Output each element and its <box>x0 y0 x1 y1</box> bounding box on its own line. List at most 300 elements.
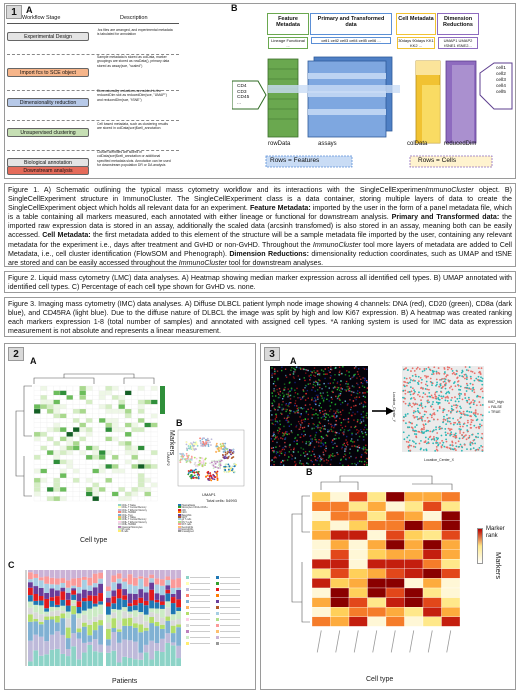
heatmap-cell <box>47 437 54 442</box>
imc-pixel <box>320 440 321 441</box>
rank-cell <box>423 502 442 512</box>
imc-pixel <box>295 403 296 404</box>
imc-pixel <box>340 391 341 392</box>
imc-pixel <box>317 384 318 385</box>
bar-segment <box>160 639 165 652</box>
heatmap-cell <box>106 418 113 423</box>
scatter-point <box>419 368 421 370</box>
bar-segment <box>117 579 122 584</box>
scatter-point <box>423 449 425 451</box>
scatter-point <box>473 425 475 427</box>
scatter-point <box>459 430 461 432</box>
heatmap-cell <box>80 487 87 492</box>
bar-segment <box>28 614 33 621</box>
scatter-point <box>427 376 429 378</box>
imc-pixel <box>334 386 335 387</box>
imc-pixel <box>322 458 323 459</box>
umap-point <box>218 464 220 466</box>
imc-pixel <box>294 411 295 412</box>
imc-pixel <box>347 430 348 431</box>
bar-segment <box>60 583 65 588</box>
imc-pixel <box>350 378 351 379</box>
bar-segment <box>176 607 181 611</box>
scatter-point <box>421 428 423 430</box>
imc-pixel <box>270 410 271 411</box>
scatter-point <box>443 373 445 375</box>
imc-pixel <box>340 425 341 426</box>
imc-pixel <box>363 448 364 449</box>
imc-pixel <box>282 392 283 393</box>
heatmap-cell <box>119 441 126 446</box>
heatmap-cell <box>54 418 61 423</box>
imc-pixel <box>366 413 367 414</box>
imc-pixel <box>276 453 277 454</box>
imc-pixel <box>323 419 324 420</box>
heatmap-cell <box>145 427 152 432</box>
imc-pixel <box>351 433 352 434</box>
rank-cell <box>442 540 461 550</box>
imc-pixel <box>317 389 318 390</box>
bar-segment <box>39 614 44 622</box>
heatmap-cell <box>145 487 152 492</box>
rank-cell <box>349 617 368 627</box>
figure-3-tag: 3 <box>264 347 280 361</box>
scatter-point <box>457 423 459 425</box>
imc-pixel <box>270 460 271 461</box>
heatmap-cell <box>125 473 132 478</box>
imc-pixel <box>316 432 317 433</box>
heatmap-cell <box>41 492 48 497</box>
imc-pixel <box>356 392 357 393</box>
rank-cell <box>423 492 442 502</box>
heatmap-cell <box>125 441 132 446</box>
imc-pixel <box>311 407 312 408</box>
scatter-point <box>415 435 417 437</box>
heatmap-cell <box>112 478 119 483</box>
umap-point <box>224 469 226 471</box>
rank-cell <box>423 511 442 521</box>
bar-segment <box>155 600 160 602</box>
imc-pixel <box>309 451 310 452</box>
scatter-point <box>409 391 411 393</box>
scatter-point <box>429 430 431 432</box>
imc-pixel <box>274 373 275 374</box>
heatmap-cell <box>86 450 93 455</box>
scatter-point <box>409 377 411 379</box>
bar-segment <box>128 640 133 658</box>
bar-segment <box>165 643 170 666</box>
imc-pixel <box>274 401 275 402</box>
heatmap-cell <box>34 395 41 400</box>
imc-pixel <box>318 445 319 446</box>
scatter-point <box>409 404 411 406</box>
imc-pixel <box>361 417 362 418</box>
scatter-point <box>412 367 414 369</box>
bar-segment <box>138 603 143 612</box>
bar-segment <box>176 658 181 666</box>
bar-segment <box>77 593 82 601</box>
rank-cell <box>386 492 405 502</box>
umap-point <box>224 450 226 452</box>
imc-pixel <box>289 391 290 392</box>
scatter-point <box>466 429 468 431</box>
bar-segment <box>122 657 127 666</box>
umap-point <box>232 457 234 459</box>
umap-point <box>200 445 202 447</box>
umap-point <box>230 467 232 469</box>
umap-point <box>183 454 185 456</box>
imc-pixel <box>354 441 355 442</box>
bar-segment <box>77 639 82 660</box>
imc-pixel <box>365 432 366 433</box>
imc-pixel <box>318 442 319 443</box>
imc-pixel <box>354 397 355 398</box>
imc-pixel <box>317 426 318 427</box>
bar-segment <box>111 590 116 596</box>
heatmap-cell <box>60 464 67 469</box>
imc-pixel <box>330 405 331 406</box>
imc-pixel <box>305 393 306 394</box>
rank-cell <box>312 521 331 531</box>
umap-point <box>186 461 188 463</box>
imc-pixel <box>350 456 351 457</box>
heatmap-cell <box>145 450 152 455</box>
heatmap-cell <box>60 423 67 428</box>
imc-pixel <box>313 382 314 383</box>
bar-segment <box>28 622 33 641</box>
umap-point <box>186 447 188 449</box>
heatmap-cell <box>93 437 100 442</box>
heatmap-colorbar <box>160 386 165 414</box>
heatmap-cell <box>73 386 80 391</box>
imc-pixel <box>363 404 364 405</box>
heatmap-cell <box>41 409 48 414</box>
legend-label: CD4+ T Effector Memory <box>121 509 147 512</box>
imc-pixel <box>276 415 277 416</box>
bar-segment <box>77 607 82 613</box>
scatter-point <box>470 419 472 421</box>
heatmap-cell <box>132 455 139 460</box>
rank-cell <box>331 521 350 531</box>
scatter-point <box>421 382 423 384</box>
heatmap-cell <box>86 409 93 414</box>
umap-point <box>194 463 196 465</box>
imc-pixel <box>340 411 341 412</box>
imc-pixel <box>334 374 335 375</box>
fig1-panel-a-label: A <box>26 5 33 15</box>
umap-point <box>220 464 222 466</box>
umap-point <box>223 466 225 468</box>
bar-segment <box>39 580 44 588</box>
heatmap-cell <box>60 483 67 488</box>
umap-point <box>205 457 207 459</box>
heatmap-cell <box>60 441 67 446</box>
imc-pixel <box>335 417 336 418</box>
heatmap-cell <box>119 455 126 460</box>
imc-pixel <box>318 464 319 465</box>
heatmap-cell <box>86 432 93 437</box>
bar-segment <box>106 591 111 598</box>
umap-point <box>195 469 197 471</box>
imc-pixel <box>272 403 273 404</box>
heatmap-cell <box>132 478 139 483</box>
fig3-panel-a-label: A <box>290 356 297 366</box>
imc-pixel <box>289 451 290 452</box>
imc-pixel <box>345 426 346 427</box>
heatmap-cell <box>93 460 100 465</box>
bars-legend-swatch <box>186 636 189 639</box>
imc-pixel <box>339 393 340 394</box>
heatmap-cell <box>86 395 93 400</box>
scatter-point <box>481 438 483 440</box>
imc-pixel <box>289 426 290 427</box>
scatter-point <box>466 410 468 412</box>
imc-pixel <box>353 419 354 420</box>
bar-segment <box>160 652 165 666</box>
scatter-point <box>481 433 483 435</box>
imc-pixel <box>351 446 352 447</box>
imc-pixel <box>341 422 342 423</box>
scatter-point <box>422 396 424 398</box>
rank-cell <box>368 578 387 588</box>
heatmap-cell <box>67 496 74 501</box>
heatmap-cell <box>125 395 132 400</box>
rank-cell <box>386 598 405 608</box>
rank-cell <box>405 617 424 627</box>
imc-pixel <box>349 449 350 450</box>
imc-pixel <box>291 430 292 431</box>
imc-pixel <box>360 419 361 420</box>
imc-pixel <box>320 393 321 394</box>
bar-segment <box>66 638 71 649</box>
scatter-point <box>407 369 409 371</box>
scatter-point <box>427 417 429 419</box>
rank-cell <box>312 578 331 588</box>
rank-cell <box>368 550 387 560</box>
heatmap-cell <box>54 450 61 455</box>
umap-point <box>184 458 186 460</box>
imc-pixel <box>363 446 364 447</box>
fig2-celltype-label: Cell type <box>80 537 108 544</box>
scatter-point <box>430 436 432 438</box>
stage-description: Dimensionality reductions are added to the reducedDim slot as reducedDim(sce, "UMAP") and reducedDim(sce, "tSNE") <box>97 89 167 102</box>
heatmap-cell <box>119 409 126 414</box>
imc-pixel <box>345 455 346 456</box>
imc-pixel <box>351 463 352 464</box>
bars-legend-swatch <box>216 600 219 603</box>
imc-pixel <box>357 447 358 448</box>
scatter-point <box>412 429 414 431</box>
scatter-point <box>472 384 474 386</box>
heatmap-cell <box>112 404 119 409</box>
bar-segment <box>111 603 116 609</box>
heatmap-cell <box>99 423 106 428</box>
bar-segment <box>106 623 111 629</box>
bar-segment <box>149 583 154 590</box>
scatter-point <box>462 426 464 428</box>
scatter-point <box>434 393 436 395</box>
scatter-point <box>418 418 420 420</box>
umap-point <box>216 461 218 463</box>
bar-segment <box>165 580 170 585</box>
imc-pixel <box>307 370 308 371</box>
scatter-point <box>447 369 449 371</box>
imc-pixel <box>304 377 305 378</box>
imc-pixel <box>280 452 281 453</box>
scatter-point <box>466 390 468 392</box>
scatter-point <box>447 400 449 402</box>
imc-pixel <box>296 410 297 411</box>
imc-pixel <box>276 451 277 452</box>
heatmap-cell <box>125 446 132 451</box>
heatmap-cell <box>67 446 74 451</box>
scatter-point <box>424 420 426 422</box>
imc-pixel <box>286 403 287 404</box>
imc-pixel <box>309 379 310 380</box>
scatter-point <box>438 402 440 404</box>
caption-1-part: object. B) SingleCellExperiment structure in ImmunoCluster. The SingleCellExperiment class is a data container, storing multiple layers of data to create the SingleCellExperiment object which holds all relevant data for an experiment. <box>8 186 512 213</box>
bar-segment <box>128 574 133 584</box>
legend-label: Eosinophils <box>181 529 194 531</box>
imc-pixel <box>321 395 322 396</box>
imc-pixel <box>288 433 289 434</box>
imc-pixel <box>287 396 288 397</box>
imc-pixel <box>323 401 324 402</box>
imc-pixel <box>359 436 360 437</box>
imc-pixel <box>342 427 343 428</box>
umap-x-label: UMAP1 <box>202 492 216 497</box>
imc-pixel <box>331 426 332 427</box>
heatmap-cell <box>138 469 145 474</box>
scatter-point <box>410 386 412 388</box>
scatter-point <box>430 369 432 371</box>
heatmap-cell <box>112 395 119 400</box>
bars-legend-swatch <box>216 642 219 645</box>
scatter-point <box>482 404 484 406</box>
bar-segment <box>55 616 60 622</box>
bar-segment <box>66 649 71 656</box>
bar-segment <box>138 612 143 614</box>
bar-segment <box>33 635 38 651</box>
heatmap-cell <box>93 483 100 488</box>
umap-point <box>225 454 227 456</box>
bar-segment <box>60 600 65 606</box>
bar-segment <box>60 606 65 611</box>
scatter-point <box>459 395 461 397</box>
heatmap-cell <box>151 464 158 469</box>
rank-row-dendrogram <box>292 496 310 622</box>
heatmap-cell <box>99 395 106 400</box>
bar-segment <box>39 588 44 596</box>
rank-cell <box>312 569 331 579</box>
imc-pixel <box>277 430 278 431</box>
bar-segment <box>144 578 149 587</box>
scatter-point <box>417 431 419 433</box>
scatter-point <box>455 432 457 434</box>
imc-pixel <box>320 446 321 447</box>
heatmap-cell <box>41 391 48 396</box>
rank-cell <box>312 530 331 540</box>
imc-pixel <box>300 424 301 425</box>
heatmap-cell <box>106 437 113 442</box>
imc-pixel <box>314 397 315 398</box>
imc-pixel <box>281 451 282 452</box>
imc-pixel <box>283 396 284 397</box>
scatter-point <box>418 376 420 378</box>
imc-pixel <box>311 389 312 390</box>
heatmap-cell <box>119 469 126 474</box>
imc-pixel <box>333 427 334 428</box>
umap-point <box>186 453 188 455</box>
heatmap-cell <box>145 423 152 428</box>
rank-cell <box>423 617 442 627</box>
imc-pixel <box>305 443 306 444</box>
bar-segment <box>60 591 65 599</box>
scatter-point <box>464 422 466 424</box>
bars-legend-swatch <box>216 582 219 585</box>
scatter-point <box>403 416 405 418</box>
heatmap-cell <box>125 404 132 409</box>
imc-pixel <box>315 459 316 460</box>
heatmap-cell <box>86 414 93 419</box>
imc-pixel <box>320 458 321 459</box>
heatmap-cell <box>34 450 41 455</box>
heatmap-cell <box>47 464 54 469</box>
imc-pixel <box>274 381 275 382</box>
bar-segment <box>71 586 76 589</box>
bar-segment <box>50 635 55 650</box>
bar-segment <box>122 595 127 600</box>
heatmap-cell <box>99 409 106 414</box>
imc-pixel <box>281 453 282 454</box>
scatter-point <box>443 416 445 418</box>
scatter-point <box>467 437 469 439</box>
imc-pixel <box>357 421 358 422</box>
imc-pixel <box>359 403 360 404</box>
imc-pixel <box>274 408 275 409</box>
heatmap-cell <box>112 487 119 492</box>
umap-point <box>218 447 220 449</box>
imc-pixel <box>289 413 290 414</box>
heatmap-cell <box>34 478 41 483</box>
rank-cell <box>386 530 405 540</box>
scatter-point <box>437 410 439 412</box>
rank-cell <box>405 559 424 569</box>
bar-segment <box>82 590 87 598</box>
imc-pixel <box>306 411 307 412</box>
imc-pixel <box>363 392 364 393</box>
heatmap-cell <box>47 427 54 432</box>
rank-cell <box>368 492 387 502</box>
imc-pixel <box>293 368 294 369</box>
cell-4: cell4 <box>496 84 506 89</box>
bar-segment <box>128 606 133 611</box>
heatmap-cell <box>138 414 145 419</box>
bar-segment <box>71 646 76 666</box>
scatter-point <box>452 418 454 420</box>
heatmap-cell <box>34 418 41 423</box>
imc-pixel <box>333 410 334 411</box>
imc-pixel <box>355 433 356 434</box>
heatmap-cell <box>41 386 48 391</box>
imc-pixel <box>322 397 323 398</box>
umap-point <box>179 453 181 455</box>
imc-pixel <box>316 395 317 396</box>
imc-pixel <box>327 395 328 396</box>
bar-segment <box>106 603 111 607</box>
imc-pixel <box>332 447 333 448</box>
caption-1-part: tool more layers of metadata are added to Cell Metadata, i.e., cell cluster identification (FlowSOM and Phenograph). <box>8 240 512 258</box>
